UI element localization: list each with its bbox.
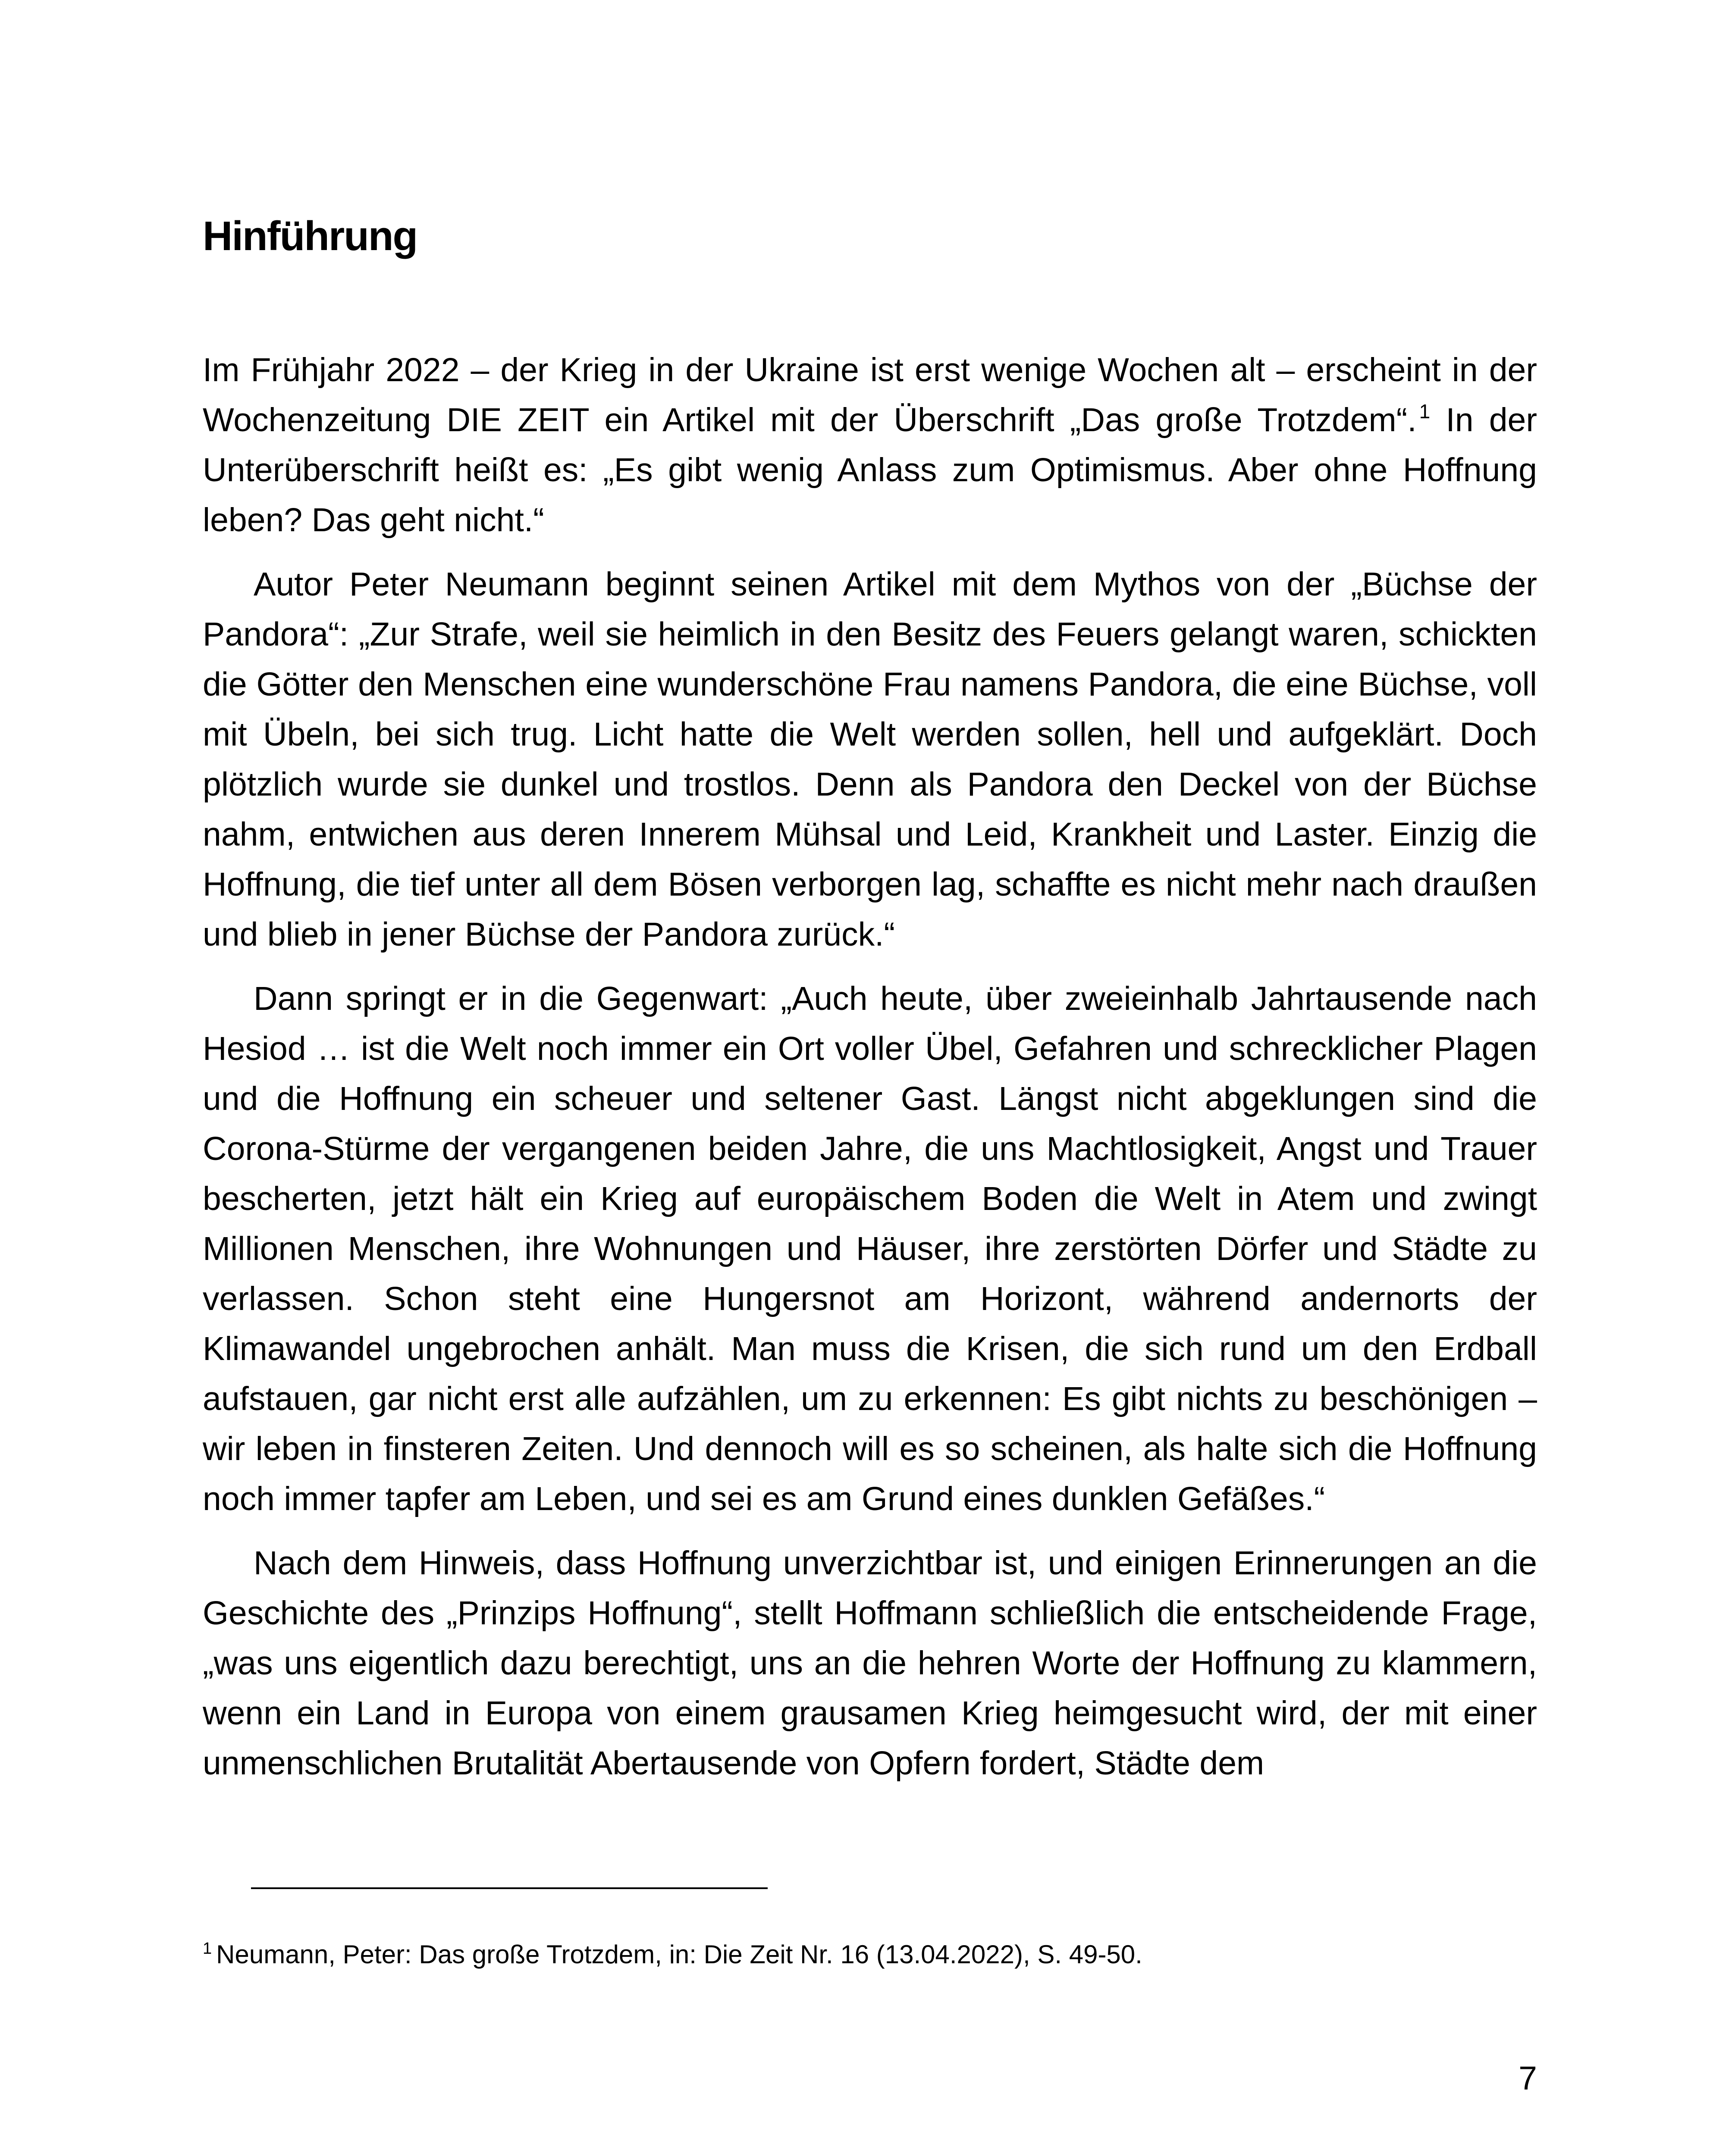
- paragraph-1-text: Im Frühjahr 2022 – der Krieg in der Ukraine ist erst wenige Wochen alt – erscheint in der Wochenzeitung DIE ZEIT ein Artikel mit der Überschrift „Das große Trotzdem“.: [203, 351, 1537, 439]
- body-text: [203, 345, 1537, 1802]
- footnote-text: Neumann, Peter: Das große Trotzdem, in: Die Zeit Nr. 16 (13.04.2022), S. 49-50.: [216, 1940, 1142, 1969]
- paragraph-1: [203, 345, 1537, 545]
- footnote: [203, 1937, 1537, 1972]
- paragraph-2: Autor Peter Neumann beginnt seinen Artikel mit dem Mythos von der „Büchse der Pandora“: „Zur Strafe, weil sie heimlich in den Besitz des Feuers gelangt waren, schickten die Götter den Menschen eine wunderschöne Frau namens Pandora, die eine Büchse, voll mit Übeln, bei sich trug. Licht hatte die Welt werden sollen, hell und aufgeklärt. Doch plötzlich wurde sie dunkel und trostlos. Denn als Pandora den Deckel von der Büchse nahm, entwichen aus deren Innerem Mühsal und Leid, Krankheit und Laster. Einzig die Hoffnung, die tief unter all dem Bösen verborgen lag, schaffte es nicht mehr nach draußen und blieb in jener Büchse der Pandora zurück.“: [203, 566, 1537, 953]
- paragraph-3: Dann springt er in die Gegenwart: „Auch heute, über zweieinhalb Jahrtausende nach Hesiod … ist die Welt noch immer ein Ort voller Übel, Gefahren und schrecklicher Plagen und die Hoffnung ein scheuer und seltener Gast. Längst nicht abgeklungen sind die Corona-Stürme der vergangenen beiden Jahre, die uns Machtlosigkeit, Angst und Trauer bescherten, jetzt hält ein Krieg auf europäischem Boden die Welt in Atem und zwingt Millionen Menschen, ihre Wohnungen und Häuser, ihre zerstörten Dörfer und Städte zu verlassen. Schon steht eine Hungersnot am Horizont, während andernorts der Klimawandel ungebrochen anhält. Man muss die Krisen, die sich rund um den Erdball aufstauen, gar nicht erst alle aufzählen, um zu erkennen: Es gibt nichts zu beschönigen – wir leben in finsteren Zeiten. Und dennoch will es so scheinen, als halte sich die Hoffnung noch immer tapfer am Leben, und sei es am Grund eines dunklen Gefäßes.“: [203, 980, 1537, 1517]
- footnote-reference: 1: [1419, 400, 1431, 423]
- page-title: Hinführung: [203, 213, 417, 259]
- footnote-separator: [251, 1887, 768, 1889]
- footnote-marker: 1: [203, 1940, 212, 1958]
- paragraph-4: Nach dem Hinweis, dass Hoffnung unverzichtbar ist, und einigen Erinnerungen an die Geschichte des „Prinzips Hoffnung“, stellt Hoffmann schließlich die entscheidende Frage, „was uns eigentlich dazu berechtigt, uns an die hehren Worte der Hoffnung zu klammern, wenn ein Land in Europa von einem grausamen Krieg heimgesucht wird, der mit einer unmenschlichen Brutalität Abertausende von Opfern fordert, Städte dem: [203, 1545, 1537, 1782]
- page-number: 7: [1519, 2060, 1537, 2097]
- paragraph-1-continued: In der Unterüberschrift heißt es: „Es gibt wenig Anlass zum Optimismus. Aber ohne Hoffnung leben? Das geht nicht.“: [203, 401, 1537, 539]
